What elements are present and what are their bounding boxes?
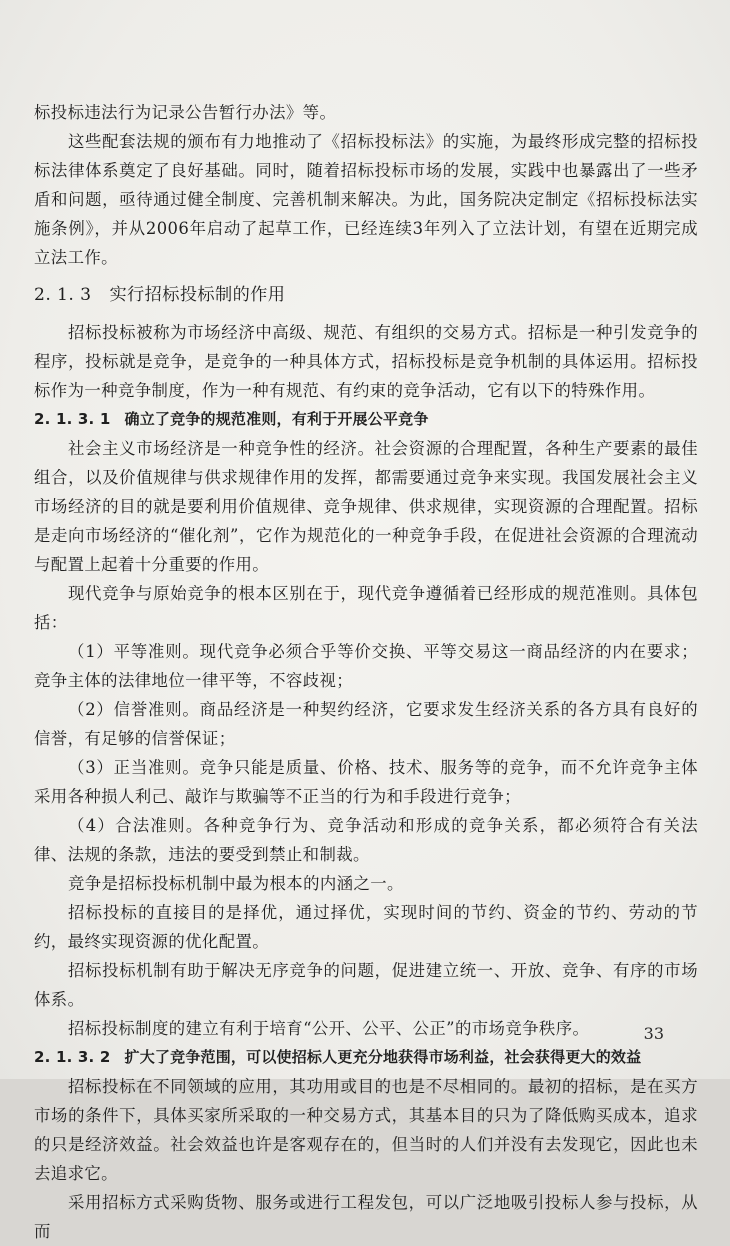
page-body [34,98,698,1246]
subsection-title: 扩大了竞争范围，可以使招标人更充分地获得市场利益，社会获得更大的效益 [124,1048,642,1066]
page-number: 33 [643,1024,664,1043]
subsection-title: 确立了竞争的规范准则，有利于开展公平竞争 [124,410,429,428]
list-item-legality: （4）合法准则。各种竞争行为、竞争活动和形成的竞争关系，都必须符合有关法律、法规的条款，违法的要受到禁止和制裁。 [34,816,698,864]
section-title: 实行招标投标制的作用 [109,285,286,305]
list-item-equality: （1）平等准则。现代竞争必须合乎等价交换、平等交易这一商品经济的内在要求；竞争主体的法律地位一律平等，不容歧视； [34,642,698,690]
subsection-heading-2-1-3-2 [34,1043,698,1072]
paragraph-market-economy: 社会主义市场经济是一种竞争性的经济。社会资源的合理配置，各种生产要素的最佳组合，以及价值规律与供求规律作用的发挥，都需要通过竞争来实现。我国发展社会主义市场经济的目的就是要利用价值规律、竞争规律、供求规律，实现资源的合理配置。招标是走向市场经济的“催化剂”，它作为规范化的一种竞争手段，在促进社会资源的合理流动与配置上起着十分重要的作用。 [34,439,698,574]
paragraph-continued: 标投标违法行为记录公告暂行办法》等。 [34,103,337,122]
section-heading-2-1-3 [34,280,698,310]
subsection-number: 2. 1. 3. 2 [34,1048,111,1066]
list-item-credit: （2）信誉准则。商品经济是一种契约经济，它要求发生经济关系的各方具有良好的信誉，有足够的信誉保证； [34,700,698,748]
subsection-heading-2-1-3-1 [34,405,698,434]
paragraph-procurement: 采用招标方式采购货物、服务或进行工程发包，可以广泛地吸引投标人参与投标，从而 [34,1193,698,1241]
paragraph-modern-competition: 现代竞争与原始竞争的根本区别在于，现代竞争遵循着已经形成的规范准则。具体包括： [34,584,698,632]
paragraph-direct-purpose: 招标投标的直接目的是择优，通过择优，实现时间的节约、资金的节约、劳动的节约，最终实现资源的优化配置。 [34,903,698,951]
paragraph-disorderly-competition: 招标投标机制有助于解决无序竞争的问题，促进建立统一、开放、竞争、有序的市场体系。 [34,961,698,1009]
paragraph-core-connotation: 竞争是招标投标机制中最为根本的内涵之一。 [68,874,404,893]
paragraph-market-order: 招标投标制度的建立有利于培育“公开、公平、公正”的市场竞争秩序。 [68,1019,590,1038]
section-number: 2. 1. 3 [34,285,92,305]
subsection-number: 2. 1. 3. 1 [34,410,111,428]
paragraph-supporting-regulations: 这些配套法规的颁布有力地推动了《招标投标法》的实施，为最终形成完整的招标投标法律体系奠定了良好基础。同时，随着招标投标市场的发展，实践中也暴露出了一些矛盾和问题，亟待通过健全制度、完善机制来解决。为此，国务院决定制定《招标投标法实施条例》，并从2006年启动了起草工作，已经连续3年列入了立法计划，有望在近期完成立法工作。 [34,132,698,267]
paragraph-different-fields: 招标投标在不同领域的应用，其功用或目的也是不尽相同的。最初的招标，是在买方市场的条件下，具体买家所采取的一种交易方式，其基本目的只为了降低购买成本，追求的只是经济效益。社会效益也许是客观存在的，但当时的人们并没有去发现它，因此也未去追求它。 [34,1077,698,1183]
paragraph-intro: 招标投标被称为市场经济中高级、规范、有组织的交易方式。招标是一种引发竞争的程序，投标就是竞争，是竞争的一种具体方式，招标投标是竞争机制的具体运用。招标投标作为一种竞争制度，作为一种有规范、有约束的竞争活动，它有以下的特殊作用。 [34,323,698,400]
list-item-fairness: （3）正当准则。竞争只能是质量、价格、技术、服务等的竞争，而不允许竞争主体采用各种损人利己、敲诈与欺骗等不正当的行为和手段进行竞争； [34,758,698,806]
